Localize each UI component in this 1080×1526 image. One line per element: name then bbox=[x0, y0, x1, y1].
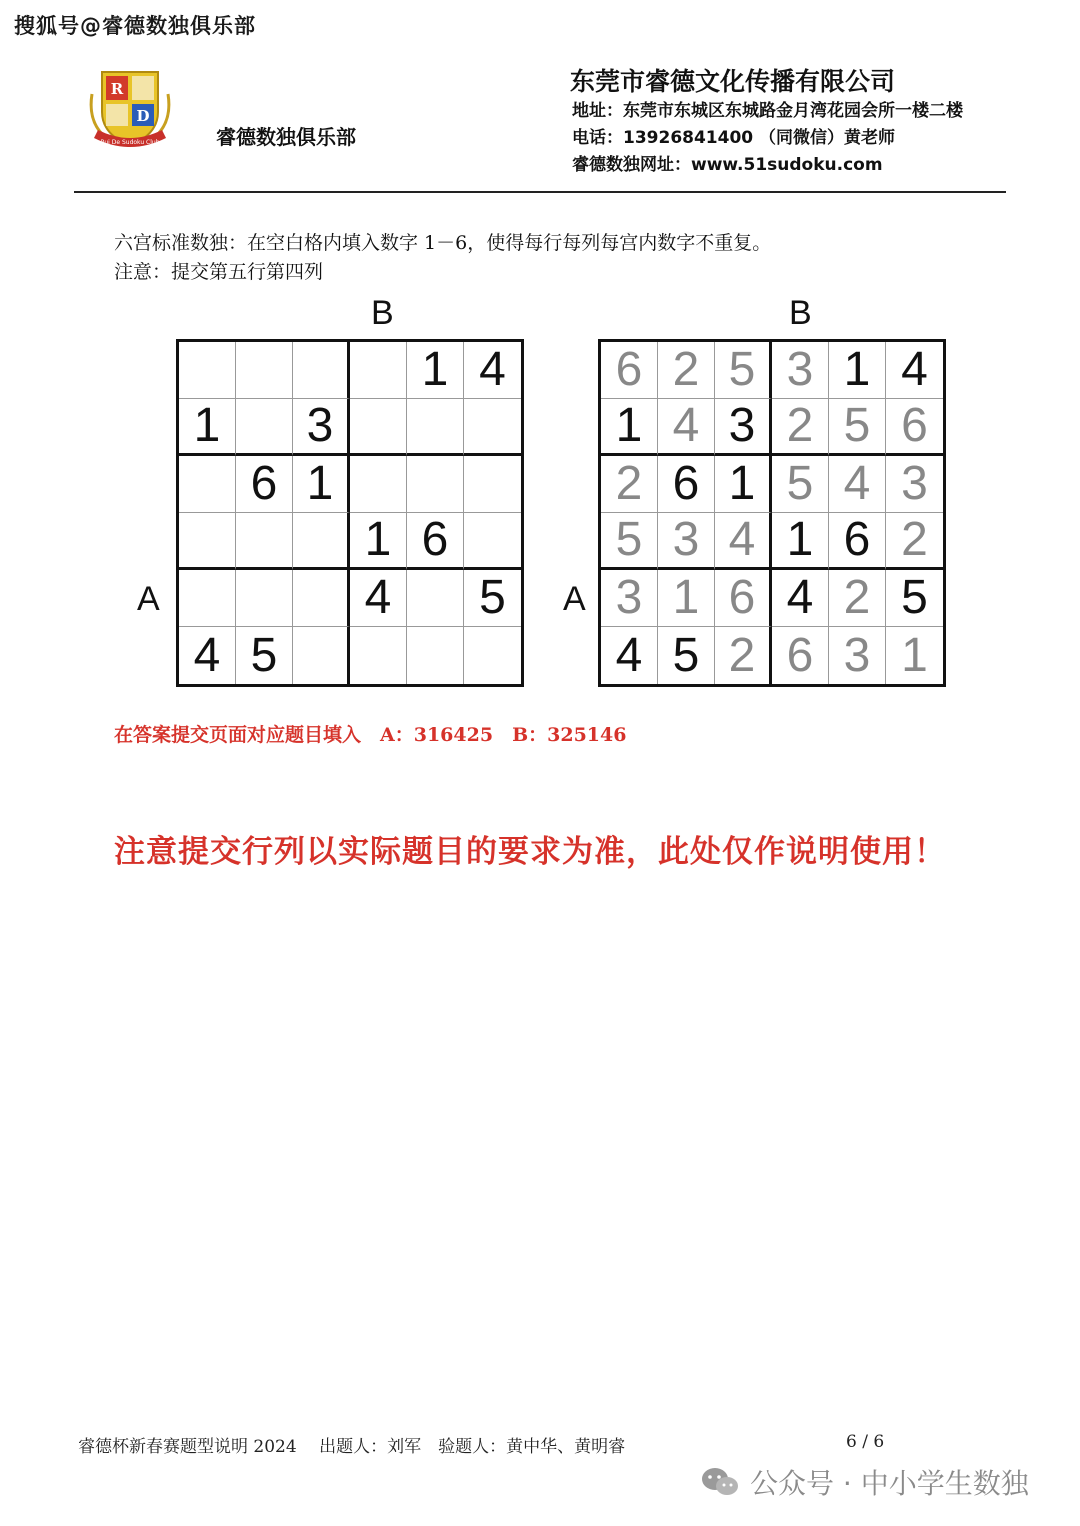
solution-cell: 2 bbox=[886, 513, 943, 570]
puzzle-cell bbox=[464, 513, 521, 570]
company-address: 地址：东莞市东城区东城路金月湾花园会所一楼二楼 bbox=[572, 101, 963, 121]
solution-cell: 3 bbox=[886, 456, 943, 513]
puzzle-cell bbox=[236, 513, 293, 570]
puzzle-cell: 5 bbox=[236, 627, 293, 684]
solution-cell: 3 bbox=[829, 627, 886, 684]
puzzle-cell bbox=[293, 627, 350, 684]
solution-cell: 3 bbox=[772, 342, 829, 399]
solution-cell: 2 bbox=[829, 570, 886, 627]
puzzle-cell: 5 bbox=[464, 570, 521, 627]
solution-cell: 1 bbox=[829, 342, 886, 399]
puzzle-cell bbox=[464, 456, 521, 513]
puzzle-cell: 6 bbox=[407, 513, 464, 570]
puzzle-cell bbox=[407, 570, 464, 627]
puzzle-cell: 4 bbox=[350, 570, 407, 627]
puzzle-cell bbox=[179, 342, 236, 399]
answer-line: 在答案提交页面对应题目填入 A：316425 B：325146 bbox=[114, 724, 627, 746]
puzzle-cell bbox=[464, 399, 521, 456]
solution-cell: 5 bbox=[772, 456, 829, 513]
footer-credits: 睿德杯新春赛题型说明 2024 出题人：刘军 验题人：黄中华、黄明睿 bbox=[78, 1437, 626, 1457]
instruction-rules: 六宫标准数独：在空白格内填入数字 1－6，使得每行每列每宫内数字不重复。 bbox=[114, 232, 772, 254]
puzzle-label-b: B bbox=[371, 294, 394, 332]
puzzle-cell: 4 bbox=[179, 627, 236, 684]
puzzle-cell bbox=[179, 570, 236, 627]
logo-ribbon-text: Rui De Sudoku Club bbox=[100, 139, 160, 146]
solution-cell: 1 bbox=[772, 513, 829, 570]
header-divider bbox=[74, 191, 1006, 193]
puzzle-cell bbox=[464, 627, 521, 684]
solution-cell: 5 bbox=[886, 570, 943, 627]
solution-cell: 5 bbox=[829, 399, 886, 456]
solution-cell: 2 bbox=[715, 627, 772, 684]
wechat-icon bbox=[700, 1465, 740, 1499]
puzzle-cell bbox=[407, 456, 464, 513]
solution-cell: 4 bbox=[772, 570, 829, 627]
puzzle-cell: 6 bbox=[236, 456, 293, 513]
puzzle-cell: 1 bbox=[350, 513, 407, 570]
solution-cell: 6 bbox=[601, 342, 658, 399]
puzzle-grid bbox=[176, 339, 524, 687]
puzzle-cell bbox=[293, 513, 350, 570]
solution-cell: 3 bbox=[715, 399, 772, 456]
solution-cell: 6 bbox=[658, 456, 715, 513]
puzzle-cell bbox=[236, 570, 293, 627]
puzzle-cell: 3 bbox=[293, 399, 350, 456]
solution-cell: 4 bbox=[715, 513, 772, 570]
solution-cell: 4 bbox=[886, 342, 943, 399]
puzzle-cell bbox=[407, 627, 464, 684]
puzzle-cell: 1 bbox=[407, 342, 464, 399]
solution-cell: 2 bbox=[772, 399, 829, 456]
puzzle-cell bbox=[236, 399, 293, 456]
puzzle-cell bbox=[350, 342, 407, 399]
solution-cell: 6 bbox=[715, 570, 772, 627]
logo-letter-d: D bbox=[136, 107, 150, 125]
puzzle-cell bbox=[407, 399, 464, 456]
watermark-top: 搜狐号@睿德数独俱乐部 bbox=[14, 14, 256, 38]
solution-cell: 6 bbox=[886, 399, 943, 456]
solution-label-a: A bbox=[563, 580, 586, 618]
puzzle-cell bbox=[179, 513, 236, 570]
solution-cell: 6 bbox=[772, 627, 829, 684]
footer-page-number: 6 / 6 bbox=[846, 1432, 885, 1452]
puzzle-cell bbox=[350, 627, 407, 684]
puzzle-cell bbox=[293, 342, 350, 399]
puzzle-cell: 4 bbox=[464, 342, 521, 399]
solution-cell: 4 bbox=[829, 456, 886, 513]
solution-cell: 1 bbox=[901, 628, 928, 682]
puzzle-cell bbox=[293, 570, 350, 627]
puzzle-cell: 1 bbox=[293, 456, 350, 513]
club-logo bbox=[84, 64, 176, 156]
solution-grid bbox=[598, 339, 946, 687]
solution-cell: 1 bbox=[601, 399, 658, 456]
company-name: 东莞市睿德文化传播有限公司 bbox=[570, 67, 896, 96]
solution-cell: 4 bbox=[658, 399, 715, 456]
solution-cell: 6 bbox=[829, 513, 886, 570]
solution-cell: 4 bbox=[601, 627, 658, 684]
note-line: 注意提交行列以实际题目的要求为准，此处仅作说明使用！ bbox=[114, 834, 946, 870]
puzzle-cell bbox=[179, 456, 236, 513]
puzzle-cell: 1 bbox=[179, 399, 236, 456]
solution-cell: 1 bbox=[715, 456, 772, 513]
puzzle-cell bbox=[350, 399, 407, 456]
solution-cell: 3 bbox=[601, 570, 658, 627]
company-website: 睿德数独网址：www.51sudoku.com bbox=[572, 155, 883, 175]
solution-label-b: B bbox=[789, 294, 812, 332]
instruction-submit: 注意：提交第五行第四列 bbox=[114, 261, 324, 283]
puzzle-label-a: A bbox=[137, 580, 160, 618]
watermark-bottom-text: 公众号 · 中小学生数独 bbox=[750, 1467, 1029, 1500]
company-phone: 电话：13926841400 （同微信）黄老师 bbox=[572, 128, 896, 148]
logo-letter-r: R bbox=[110, 80, 124, 98]
solution-cell: 5 bbox=[601, 513, 658, 570]
solution-cell: 1 bbox=[658, 570, 715, 627]
watermark-bottom bbox=[700, 1462, 1029, 1502]
solution-cell: 5 bbox=[658, 627, 715, 684]
solution-cell: 3 bbox=[658, 513, 715, 570]
club-name: 睿德数独俱乐部 bbox=[216, 125, 356, 149]
solution-cell: 2 bbox=[601, 456, 658, 513]
solution-cell: 2 bbox=[658, 342, 715, 399]
solution-cell: 5 bbox=[715, 342, 772, 399]
puzzle-cell bbox=[236, 342, 293, 399]
puzzle-cell bbox=[350, 456, 407, 513]
